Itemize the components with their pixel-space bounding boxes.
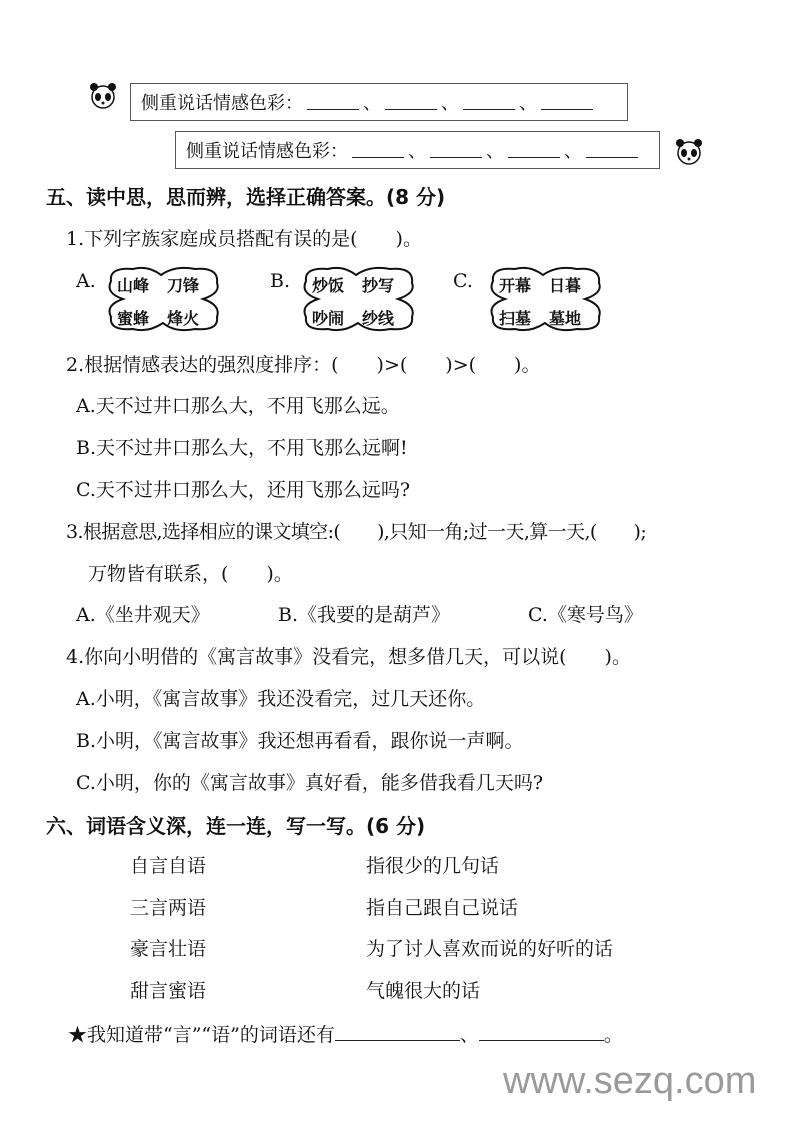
answer-blank[interactable]	[352, 143, 404, 158]
word: 墓地	[549, 309, 582, 328]
separator: 、	[564, 141, 582, 162]
separator: 、	[486, 141, 504, 162]
q2-text: 2.根据情感表达的强烈度排序：( )>( )>( )。	[66, 354, 541, 376]
word: 刀锋	[167, 276, 200, 295]
section6-heading: 六、词语含义深，连一连，写一写。(6 分)	[46, 814, 426, 838]
right-definition[interactable]: 为了讨人喜欢而说的好听的话	[366, 938, 614, 960]
q3-option-a: A.《坐井观天》	[76, 604, 210, 626]
answer-blank[interactable]	[430, 143, 482, 158]
q3-option-c: C.《寒号鸟》	[528, 604, 643, 626]
word: 山峰	[117, 276, 150, 295]
answer-blank[interactable]	[385, 95, 437, 110]
q1-option-b-letter: B.	[270, 270, 291, 292]
left-term[interactable]: 甜言蜜语	[130, 980, 207, 1002]
left-term[interactable]: 三言两语	[130, 897, 207, 919]
left-term[interactable]: 豪言壮语	[130, 938, 207, 960]
separator: 、	[408, 141, 426, 162]
word: 开幕	[499, 276, 532, 295]
panda-icon	[88, 82, 118, 110]
left-term[interactable]: 自言自语	[130, 855, 207, 877]
answer-line[interactable]	[335, 1024, 460, 1041]
star-question	[68, 1024, 623, 1045]
right-definition[interactable]: 指很少的几句话	[366, 855, 500, 877]
separator: 、	[519, 93, 537, 114]
speech-bubble-1	[130, 83, 628, 121]
word: 蜜蜂	[117, 309, 150, 328]
q2-option-b: B.天不过井口那么大，不用飞那么远啊!	[76, 437, 408, 459]
watermark: www.sezq.com	[503, 1060, 757, 1102]
answer-blank[interactable]	[586, 143, 638, 158]
right-definition[interactable]: 指自己跟自己说话	[366, 897, 519, 919]
period: 。	[603, 1024, 623, 1046]
separator: 、	[441, 93, 459, 114]
q1-text: 1.下列字族家庭成员搭配有误的是( )。	[66, 228, 422, 250]
word: 扫墓	[499, 309, 532, 328]
word: 吵闹	[312, 309, 345, 328]
q2-option-c: C.天不过井口那么大，还用飞那么远吗?	[76, 479, 411, 501]
separator: 、	[363, 93, 381, 114]
word: 抄写	[362, 276, 395, 295]
answer-blank[interactable]	[463, 95, 515, 110]
bubble-label: 侧重说话情感色彩：	[186, 141, 348, 162]
q3-text: 3.根据意思,选择相应的课文填空:( ),只知一角;过一天,算一天,( );	[66, 521, 647, 543]
right-definition[interactable]: 气魄很大的话	[366, 980, 481, 1002]
q1-option-a-clover[interactable]	[103, 263, 223, 333]
speech-bubble-2	[175, 131, 660, 169]
q1-option-c-letter: C.	[453, 270, 473, 292]
q4-option-b: B.小明，《寓言故事》我还想再看看，跟你说一声啊。	[76, 730, 524, 752]
q4-option-c: C.小明，你的《寓言故事》真好看，能多借我看几天吗?	[76, 772, 544, 794]
q3-option-b: B.《我要的是葫芦》	[278, 604, 451, 626]
q4-option-a: A.小明，《寓言故事》我还没看完，过几天还你。	[76, 688, 486, 710]
star-text: ★我知道带“言”“语”的词语还有	[68, 1024, 335, 1046]
word: 日暮	[549, 276, 582, 295]
q1-option-a-letter: A.	[76, 270, 96, 292]
answer-line[interactable]	[479, 1024, 604, 1041]
bubble-label: 侧重说话情感色彩：	[141, 93, 303, 114]
q1-option-b-clover[interactable]	[298, 263, 418, 333]
answer-blank[interactable]	[508, 143, 560, 158]
section5-heading: 五、读中思，思而辨，选择正确答案。(8 分)	[46, 185, 446, 209]
q1-option-c-clover[interactable]	[485, 263, 605, 333]
q4-text: 4.你向小明借的《寓言故事》没看完，想多借几天，可以说( )。	[66, 646, 631, 668]
answer-blank[interactable]	[541, 95, 593, 110]
panda-icon	[674, 138, 704, 166]
answer-blank[interactable]	[307, 95, 359, 110]
word: 炒饭	[312, 276, 345, 295]
separator: 、	[459, 1024, 479, 1046]
word: 纱线	[362, 309, 395, 328]
word: 烽火	[167, 309, 200, 328]
q2-option-a: A.天不过井口那么大，不用飞那么远。	[76, 395, 400, 417]
q3-text-cont: 万物皆有联系，( )。	[88, 563, 293, 585]
